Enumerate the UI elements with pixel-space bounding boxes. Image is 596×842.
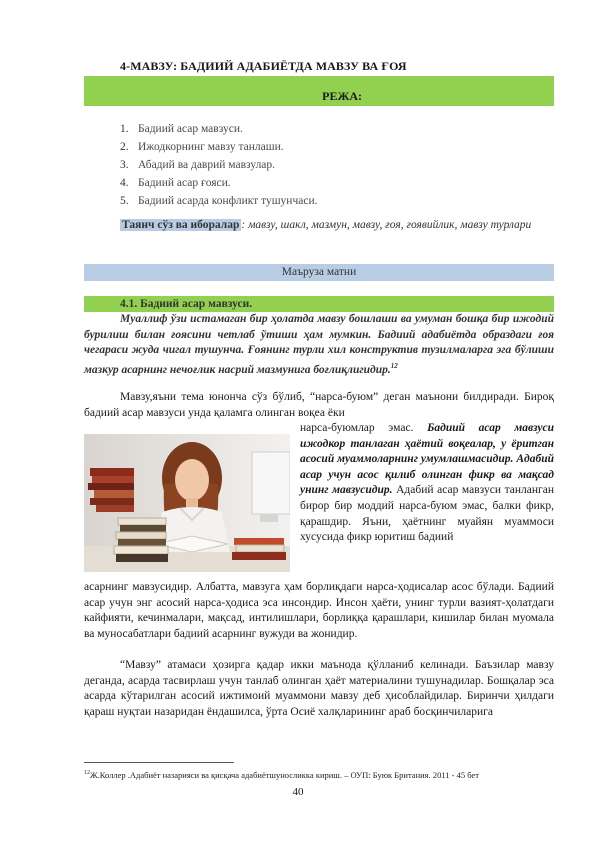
green-divider-bar — [84, 76, 554, 86]
photo-illustration — [84, 434, 290, 572]
page-number: 40 — [292, 786, 304, 798]
plan-item: 3. Абадий ва даврий мавзулар. — [120, 159, 276, 171]
paragraph-3: “Мавзу” атамаси ҳозирга қадар икки маънода қўлланиб келинади. Баъзилар мавзу деганда, асарда тасвирлаш учун танлаб олинган ҳаёт материалини тушунадилар. Бошқалар эса асарда кўтарилган асосий ижтимоий муаммони мавзу деб ҳисоблайдилар. Биринчи ҳилдаги қараш нуқтаи назаридан ёндашилса, ўрта Осиё халқларининг араб босқинчиларига — [84, 659, 554, 718]
wrapped-paragraph: нарса-буюмлар эмас. Бадиий асар мавзуси ижодкор танлаган ҳаётий воқеалар, у ёритган асосий муаммоларнинг умумлашмасидир. Адабий асар учун асос қилиб олинган фикр ва мақсад унинг мавзусидир. Адабий асар мавзуси танланган бирор бир моддий нарса-буюм эмас, балки фикр, қарашдир. Яъни, ҳаётнинг муайян муаммоси хусусида фикр юритиш бадиий — [300, 422, 554, 544]
keywords-list: : мавзу, шакл, мазмун, мавзу, ғоя, ғоявийлик, мавзу турлари — [241, 219, 532, 231]
footnote: $^{12}$Ж.Коллер .Адабиёт назарияси ва қисқача адабиётшуносликка кириш. – ОУП: Буюк Британия. 2011 - 45 бет — [84, 769, 479, 780]
page-title: 4-МАВЗУ: БАДИИЙ АДАБИЁТДА МАВЗУ ВА ҒОЯ — [120, 59, 407, 73]
footnote-number: 12 — [84, 770, 90, 776]
quote-paragraph: Муаллиф ўзи истамаган бир ҳолатда мавзу бошлаши ва умуман бошқа бир ижодий бурилиш билан ғоясини четлаб ўтиши ҳам мумкин. Бадиий адабиётда образдаги ғоя чегараси жуда чигал тушунча. Ғоянинг турли хил конструктив тузилмаларга эга бўлиши мазкур асарнинг нечоғлик насрий мазмунига боғлиқлигидир.$^{12}$ — [84, 313, 554, 376]
plan-heading: РЕЖА: — [322, 89, 362, 103]
footnote-separator — [84, 762, 234, 763]
plan-item: 4. Бадиий асар ғояси. — [120, 177, 231, 189]
footnote-ref: 12 — [390, 361, 398, 370]
keywords-label: Таянч сўз ва иборалар — [122, 219, 240, 231]
plan-list — [120, 120, 318, 210]
woman-reading-books-photo — [84, 434, 290, 572]
lecture-heading: Маъруза матни — [84, 264, 554, 281]
definition-bold-italic: Бадиий асар мавзуси ижодкор танлаган ҳаётий воқеалар, у ёритган асосий муаммоларнинг умумлашмасидир. Адабий асар учун асос қилиб олинган фикр ва мақсад унинг мавзусидир. — [300, 422, 554, 497]
paragraph-2: асарнинг мавзусидир. Албатта, мавзуга ҳам борлиқдаги нарса-ҳодисалар асос бўлади. Бадиий асар учун энг асосий нарса-ҳодиса эса инсондир. Инсон ҳаёти, унинг турли вазият-ҳолатдаги кайфияти, кечинмалари, мақсад, интилишлари, борлиққа қарашлари, кишилар билан муомала ва муносабатлари бадиий асарнинг вужуди ва жонидир. — [84, 581, 554, 640]
section-heading: 4.1. Бадиий асар мавзуси. — [84, 296, 554, 312]
plan-item: 5. Бадиий асарда конфликт тушунчаси. — [120, 195, 318, 207]
paragraph-1: Мавзу,яъни тема юнонча сўз бўлиб, “нарса-буюм” деган маънони билдиради. Бироқ бадиий асар мавзуси унда қаламга олинган воқеа ёки — [84, 391, 554, 419]
plan-item: 1. Бадиий асар мавзуси. — [120, 123, 243, 135]
plan-item: 2. Ижодкорнинг мавзу танлаши. — [120, 141, 284, 153]
keywords-paragraph — [84, 217, 554, 234]
